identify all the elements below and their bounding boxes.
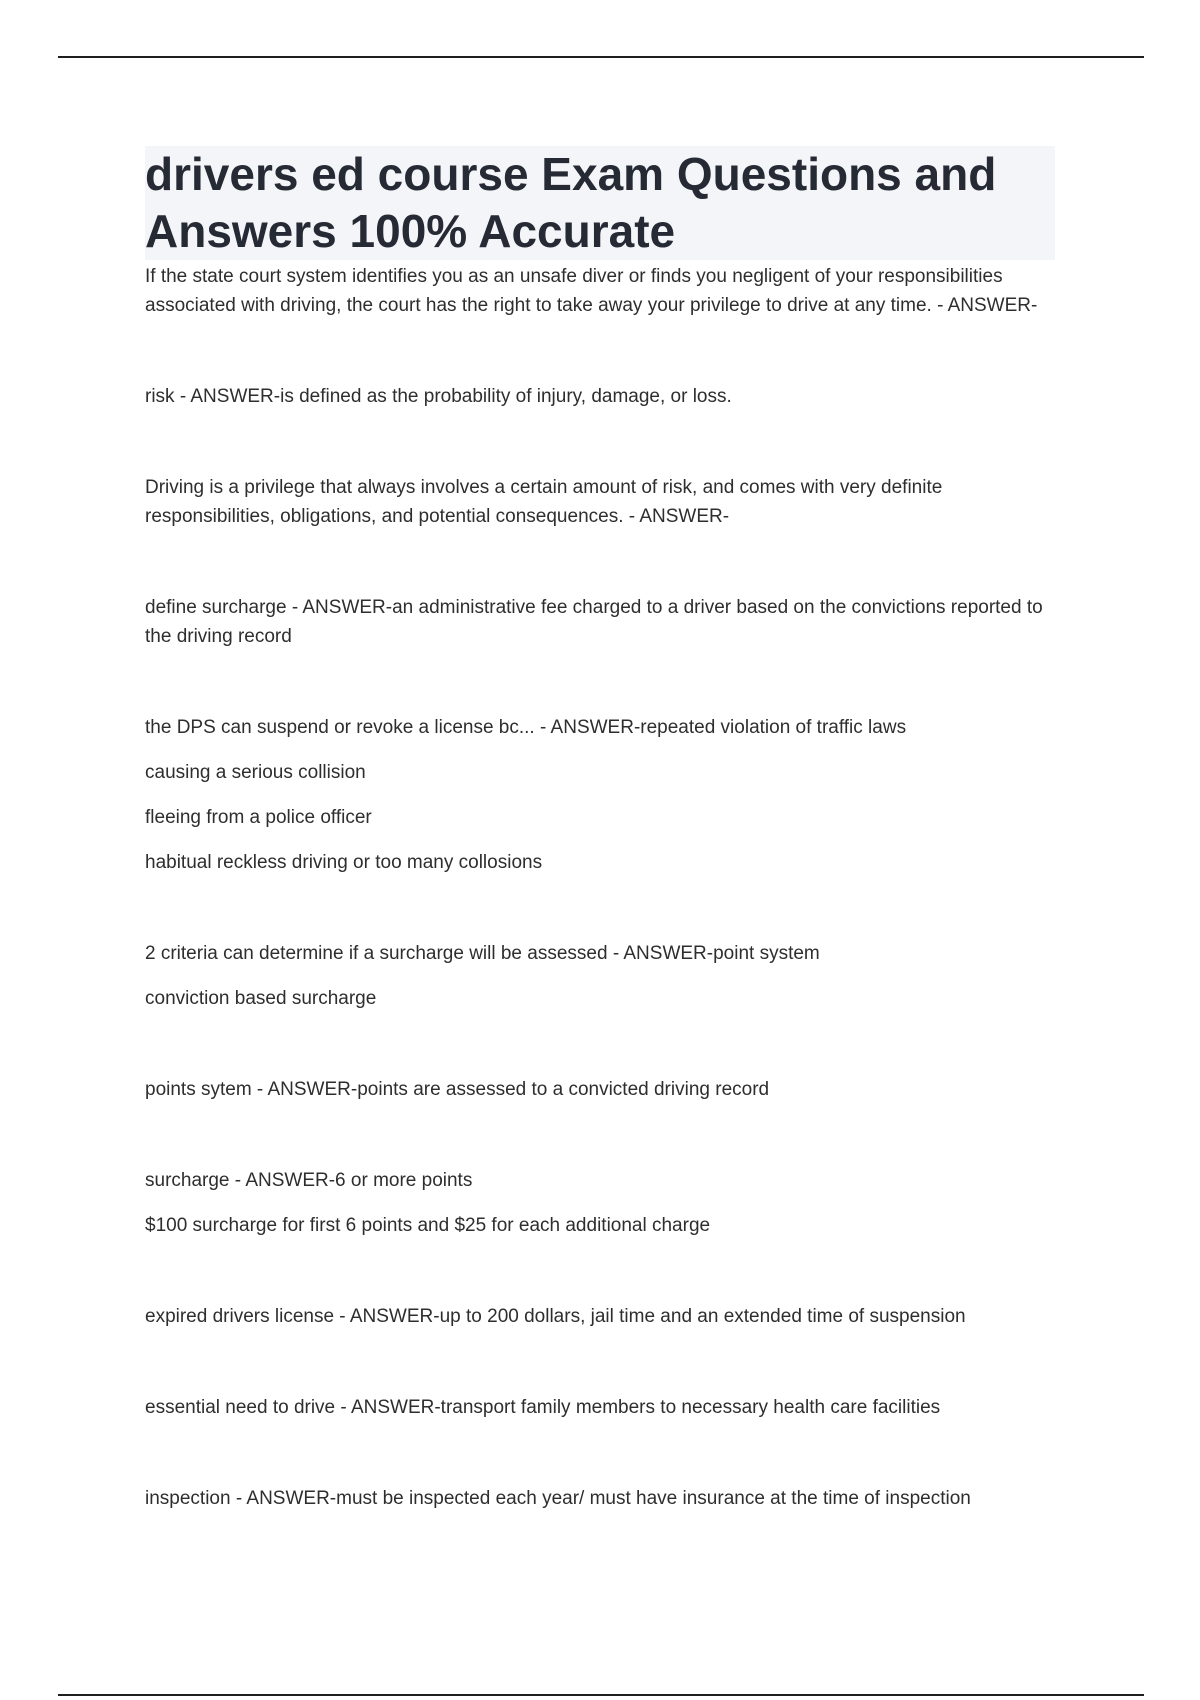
qa-item <box>145 473 1055 531</box>
qa-text: Driving is a privilege that always involves a certain amount of risk, and comes with very definite responsibilities, obligations, and potential consequences. - ANSWER- <box>145 477 943 527</box>
qa-item <box>145 382 1055 411</box>
qa-item <box>145 593 1055 651</box>
qa-text: 2 criteria can determine if a surcharge will be assessed - ANSWER-point system <box>145 943 820 964</box>
qa-text: essential need to drive - ANSWER-transport family members to necessary health care facilities <box>145 1397 941 1418</box>
qa-text: inspection - ANSWER-must be inspected each year/ must have insurance at the time of inspection <box>145 1488 971 1509</box>
qa-text: habitual reckless driving or too many collosions <box>145 852 543 873</box>
qa-item <box>145 939 1055 1013</box>
qa-item <box>145 1484 1055 1513</box>
qa-text: conviction based surcharge <box>145 988 377 1009</box>
qa-text: define surcharge - ANSWER-an administrative fee charged to a driver based on the convictions reported to the driving record <box>145 597 1043 647</box>
top-rule <box>58 56 1144 58</box>
qa-list <box>145 262 1055 1513</box>
document-title: drivers ed course Exam Questions and Answers 100% Accurate <box>145 146 1055 260</box>
qa-item <box>145 1302 1055 1331</box>
qa-item <box>145 1166 1055 1240</box>
qa-text: points sytem - ANSWER-points are assessed to a convicted driving record <box>145 1079 770 1100</box>
qa-item <box>145 713 1055 877</box>
qa-text: fleeing from a police officer <box>145 807 372 828</box>
qa-item <box>145 1393 1055 1422</box>
qa-item <box>145 1075 1055 1104</box>
qa-text: the DPS can suspend or revoke a license bc... - ANSWER-repeated violation of traffic laws <box>145 717 907 738</box>
qa-text: causing a serious collision <box>145 762 366 783</box>
qa-text: surcharge - ANSWER-6 or more points <box>145 1170 473 1191</box>
qa-text: risk - ANSWER-is defined as the probability of injury, damage, or loss. <box>145 386 732 407</box>
qa-text: expired drivers license - ANSWER-up to 200 dollars, jail time and an extended time of suspension <box>145 1306 966 1327</box>
bottom-rule <box>58 1694 1144 1696</box>
qa-text: $100 surcharge for first 6 points and $25 for each additional charge <box>145 1215 711 1236</box>
qa-item <box>145 262 1055 320</box>
qa-text: If the state court system identifies you as an unsafe diver or finds you negligent of your responsibilities associated with driving, the court has the right to take away your privilege to drive at any time. - ANSWER- <box>145 266 1038 316</box>
document-content <box>145 146 1055 1513</box>
